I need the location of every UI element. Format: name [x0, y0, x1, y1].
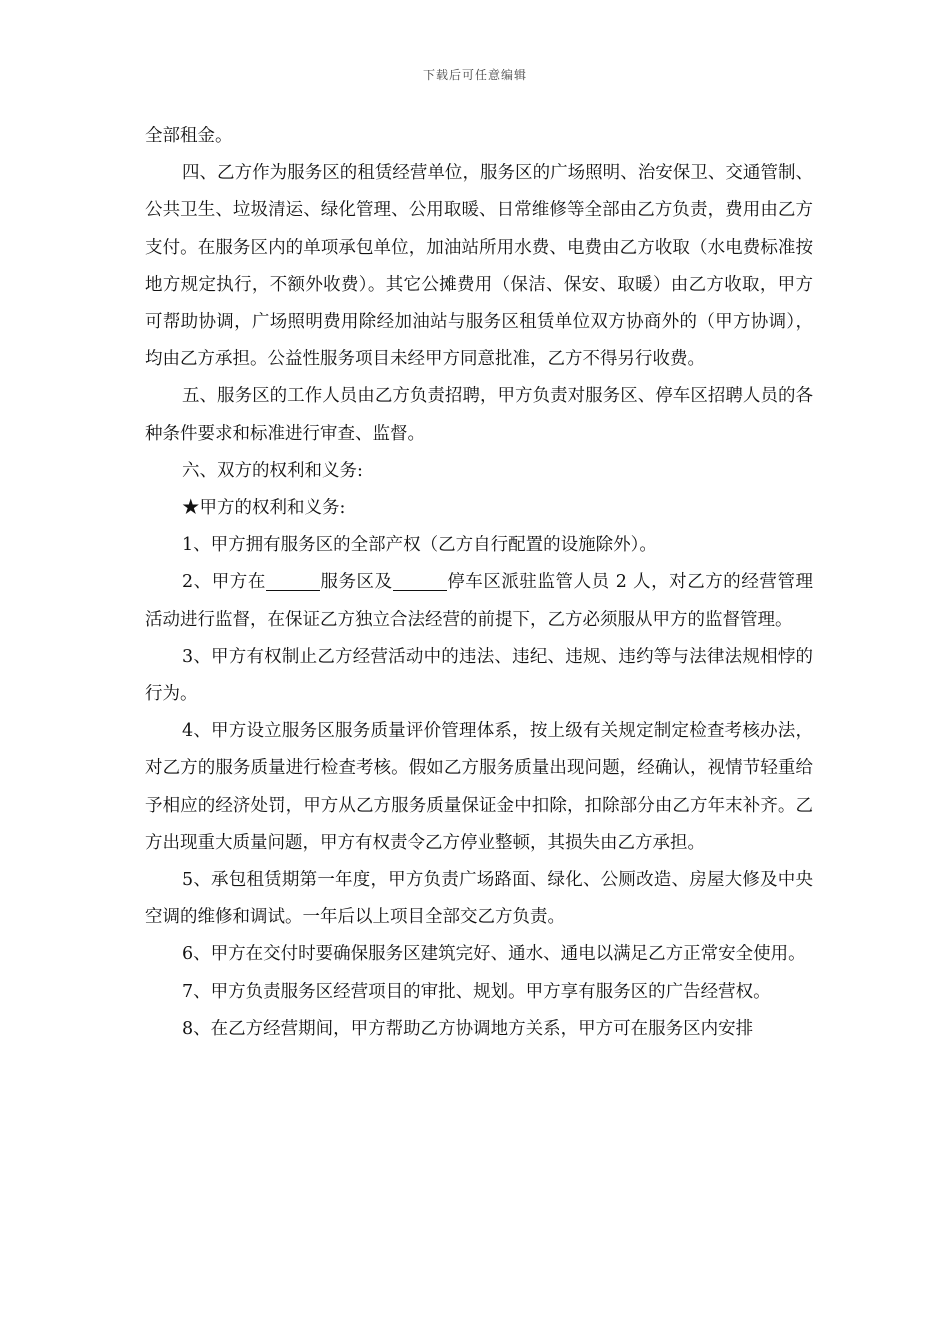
paragraph: 7、甲方负责服务区经营项目的审批、规划。甲方享有服务区的广告经营权。: [182, 981, 771, 1002]
paragraph: 四、乙方作为服务区的租赁经营单位，服务区的广场照明、治安保卫、交通管制、公共卫生、垃圾清运、绿化管理、公用取暖、日常维修等全部由乙方负责，费用由乙方支付。在服务区内的单项承包单位，加油站所用水费、电费由乙方收取（水电费标准按地方规定执行，不额外收费）。其它公摊费用（保洁、保安、取暖）由乙方收取，甲方可帮助协调，广场照明费用除经加油站与服务区租赁单位双方协商外的（甲方协调），均由乙方承担。公益性服务项目未经甲方同意批准，乙方不得另行收费。: [145, 163, 813, 370]
paragraph: 全部租金。: [145, 126, 233, 146]
paragraph-part: 服务区及: [319, 572, 393, 593]
paragraph-part: 2、甲方在: [182, 572, 266, 593]
paragraph: 6、甲方在交付时要确保服务区建筑完好、通水、通电以满足乙方正常安全使用。: [182, 944, 806, 965]
subsection-heading: ★甲方的权利和义务:: [182, 498, 346, 519]
section-heading: 六、双方的权利和义务:: [182, 460, 363, 481]
page-header: 下载后可任意编辑: [422, 68, 527, 82]
paragraph: 4、甲方设立服务区服务质量评价管理体系，按上级有关规定制定检查考核办法，对乙方的服务质量进行检查考核。假如乙方服务质量出现问题，经确认，视情节轻重给予相应的经济处罚，甲方从乙方服务质量保证金中扣除，扣除部分由乙方年末补齐。乙方出现重大质量问题，甲方有权责令乙方停业整顿，其损失由乙方承担。: [145, 721, 813, 853]
blank-line: [266, 570, 320, 591]
paragraph: 3、甲方有权制止乙方经营活动中的违法、违纪、违规、违约等与法律法规相悖的行为。: [145, 646, 813, 705]
document-body: [145, 118, 813, 1048]
paragraph: 5、承包租赁期第一年度，甲方负责广场路面、绿化、公厕改造、房屋大修及中央空调的维修和调试。一年后以上项目全部交乙方负责。: [145, 870, 813, 928]
paragraph: 8、在乙方经营期间，甲方帮助乙方协调地方关系，甲方可在服务区内安排: [182, 1018, 754, 1039]
paragraph: 五、服务区的工作人员由乙方负责招聘，甲方负责对服务区、停车区招聘人员的各种条件要求和标准进行审查、监督。: [145, 386, 813, 444]
blank-line: [393, 570, 447, 591]
paragraph-part: 停车区派驻监管人员 2 人，对乙方的经营管理活动进行监督，在保证乙方独立合法经营的前提下，乙方必须服从甲方的监督管理。: [145, 572, 814, 630]
paragraph: 1、甲方拥有服务区的全部产权（乙方自行配置的设施除外）。: [182, 535, 657, 556]
paragraph: [145, 564, 813, 638]
